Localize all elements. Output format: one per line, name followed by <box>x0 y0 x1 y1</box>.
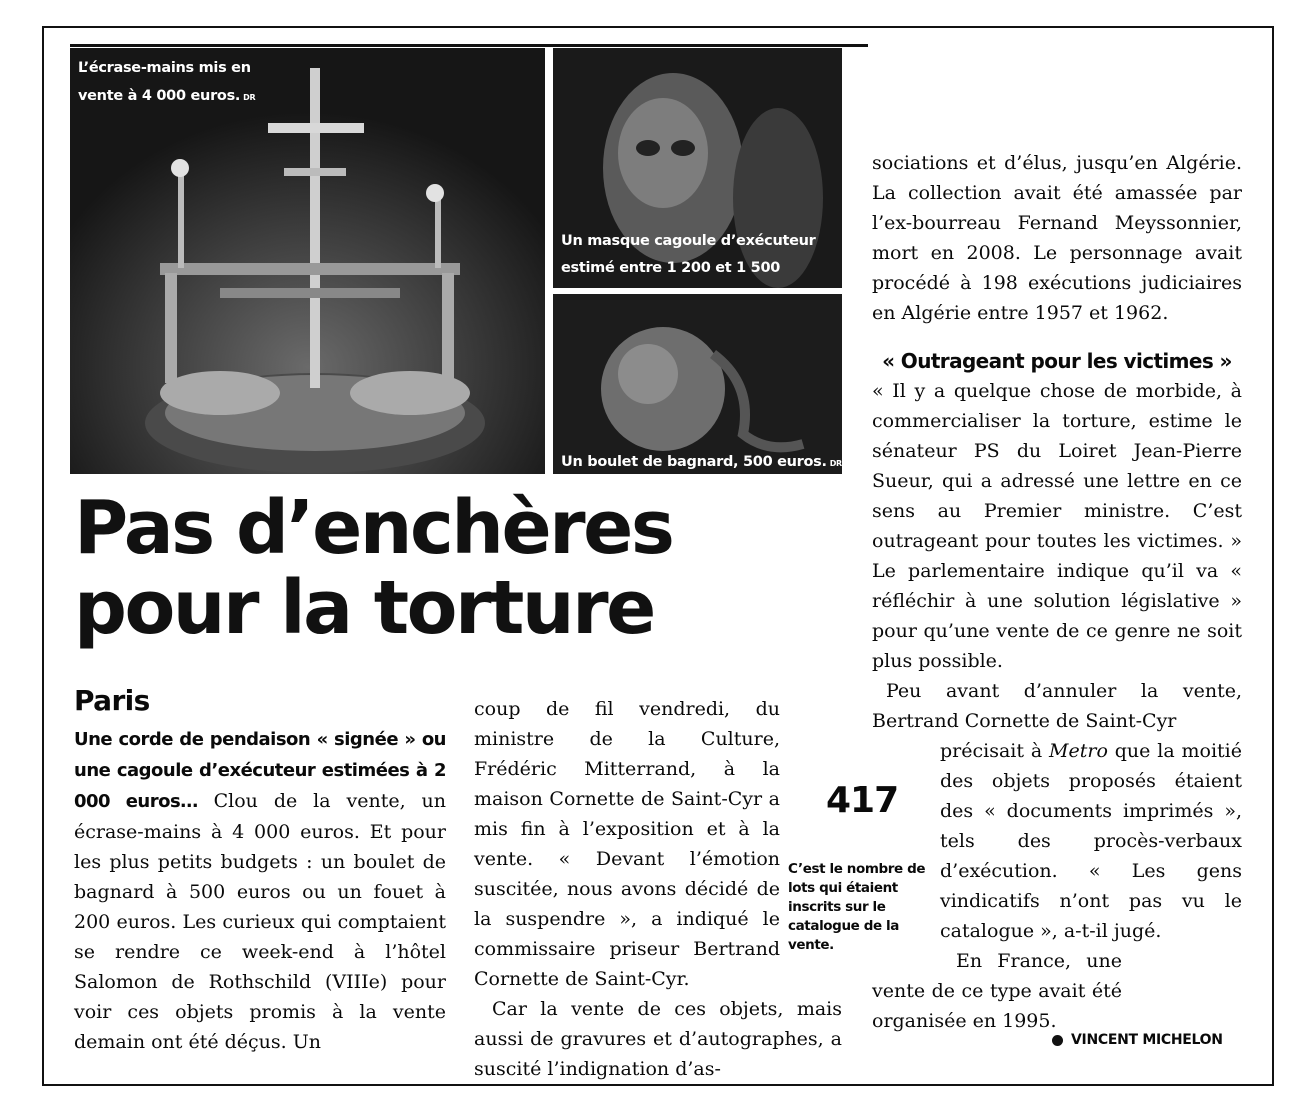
ball-caption: Un boulet de bagnard, 500 euros. <box>561 454 827 470</box>
main-photo-caption-line2: vente à 4 000 euros. <box>78 88 241 104</box>
photo-ecrase-mains <box>70 48 545 474</box>
column-2 <box>474 694 842 1084</box>
column-3 <box>872 148 1242 1036</box>
mask-caption-line2: estimé entre 1 200 et 1 500 <box>561 260 781 276</box>
section-subhead: « Outrageant pour les victimes » <box>882 349 1232 373</box>
main-photo-caption-line1: L’écrase-mains mis en <box>78 60 251 76</box>
article-headline <box>74 485 774 651</box>
col3-para3-intro: Peu avant d’annuler la vente, Bertrand Cornette de Saint-Cyr <box>872 680 1242 732</box>
photo-credit: DR <box>243 93 256 102</box>
boulet-illustration <box>553 294 842 474</box>
col2-para1: coup de fil vendredi, du ministre de la Culture, Frédéric Mitterrand, à la maison Cornette de Saint-Cyr a mis fin à l’exposition et à la vente. « Devant l’émotion suscitée, nous avons décidé de la suspendre », a indiqué le commissaire priseur Bertrand Cornette de Saint-Cyr. <box>474 698 780 990</box>
photo-boulet <box>553 294 842 474</box>
dateline: Paris <box>74 684 150 717</box>
col3-para1: sociations et d’élus, jusqu’en Algérie. La collection avait été amassée par l’ex-bourreau Fernand Meyssonnier, mort en 2008. Le personnage avait procédé à 198 exécutions judiciaires en Algérie entre 1957 et 1962. <box>872 152 1242 324</box>
col3-para3: précisait à Metro que la moitié des objets proposés étaient des « documents imprimés », tels des procès-verbaux d’exécution. « Les gens vindicatifs n’ont pas vu le catalogue », a-t-il jugé. <box>940 740 1243 942</box>
lead-text: Une corde de pendaison « signée » ou une cagoule d’exécuteur estimées à 2 000 euros… <box>74 729 446 812</box>
photo-masque-cagoule <box>553 48 842 288</box>
fact-number: 417 <box>826 780 899 821</box>
headline-line1: Pas d’enchères <box>74 485 673 571</box>
col3-para4: En France, une vente de ce type avait été organisée en 1995. <box>872 950 1122 1032</box>
photo-credit: DR <box>829 459 842 468</box>
byline: VINCENT MICHELON <box>1052 1032 1223 1048</box>
fact-text: C’est le nombre de lots qui étaient inscrits sur le catalogue de la vente. <box>788 861 926 953</box>
mask-caption-line1: Un masque cagoule d’exécuteur <box>561 233 816 249</box>
bullet-icon <box>1052 1035 1063 1046</box>
col2-para2: Car la vente de ces objets, mais aussi de gravures et d’autographes, a suscité l’indignation d’as- <box>474 998 842 1080</box>
column-1 <box>74 724 446 1057</box>
top-rule <box>70 44 868 47</box>
col1-body: Clou de la vente, un écrase-mains à 4 000 euros. Et pour les plus petits budgets : un boulet de bagnard à 500 euros ou un fouet à 200 euros. Les curieux qui comptaient se rendre ce week-end à l’hôtel Salomon de Rothschild (VIIIe) pour voir ces objets promis à la vente demain ont été déçus. Un <box>74 790 446 1053</box>
headline-line2: pour la torture <box>74 565 654 651</box>
col3-para2: « Il y a quelque chose de morbide, à commercialiser la torture, estime le sénateur PS du Loiret Jean-Pierre Sueur, qui a adressé une lettre en ce sens au Premier ministre. C’est outrageant pour toutes les victimes. » Le parlementaire indique qu’il va « réfléchir à une solution législative » pour qu’une vente de ce genre ne soit plus possible. <box>872 380 1242 672</box>
